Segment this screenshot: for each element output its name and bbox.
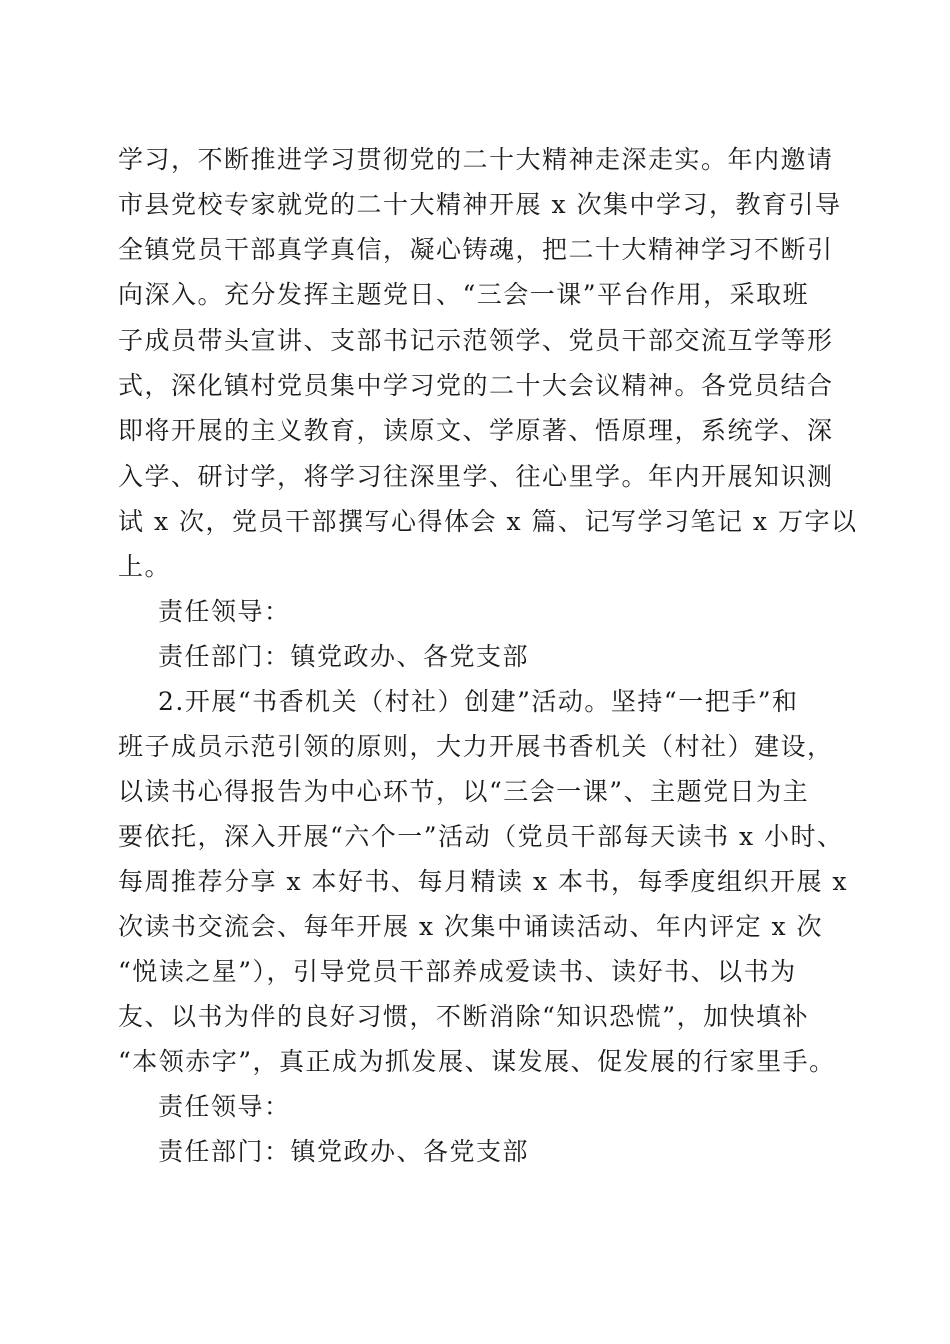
responsible-dept-1: 责任部门：镇党政办、各党支部	[158, 642, 530, 671]
paragraph-1-line: 即将开展的主义教育，读原文、学原著、悟原理，系统学、深	[118, 416, 834, 445]
paragraph-1-line: 全镇党员干部真学真信，凝心铸魂，把二十大精神学习不断引	[118, 235, 834, 264]
responsible-dept-2: 责任部门：镇党政办、各党支部	[158, 1137, 530, 1166]
paragraph-2-line: 班子成员示范引领的原则，大力开展书香机关（村社）建设，	[118, 732, 834, 761]
paragraph-2-line: 次读书交流会、每年开展 x 次集中诵读活动、年内评定 x 次	[118, 912, 823, 941]
paragraph-1-line: 式，深化镇村党员集中学习党的二十大会议精神。各党员结合	[118, 371, 834, 400]
paragraph-1-line: 上。	[118, 552, 172, 581]
paragraph-2-line: “本领赤字”，真正成为抓发展、谋发展、促发展的行家里手。	[118, 1047, 836, 1076]
paragraph-2-line: 以读书心得报告为中心环节，以“三会一课”、主题党日为主	[118, 777, 810, 806]
paragraph-2-line: 每周推荐分享 x 本好书、每月精读 x 本书，每季度组织开展 x	[118, 867, 849, 896]
paragraph-2-line: 要依托，深入开展“六个一”活动（党员干部每天读书 x 小时、	[118, 822, 844, 851]
paragraph-1-line: 试 x 次，党员干部撰写心得体会 x 篇、记写学习笔记 x 万字以	[118, 507, 858, 536]
responsible-leader-2: 责任领导：	[158, 1092, 291, 1121]
paragraph-2-heading-line: 2.开展“书香机关（村社）创建”活动。坚持“一把手”和	[158, 687, 799, 716]
paragraph-2-line: 友、以书为伴的良好习惯，不断消除“知识恐慌”，加快填补	[118, 1002, 810, 1031]
paragraph-1-line: 子成员带头宣讲、支部书记示范领学、党员干部交流互学等形	[118, 326, 834, 355]
responsible-leader-1: 责任领导：	[158, 597, 291, 626]
paragraph-1-line: 市县党校专家就党的二十大精神开展 x 次集中学习，教育引导	[118, 190, 842, 219]
paragraph-1-line: 入学、研讨学，将学习往深里学、往心里学。年内开展知识测	[118, 462, 834, 491]
paragraph-2-line: “悦读之星”），引导党员干部养成爱读书、读好书、以书为	[118, 957, 797, 986]
paragraph-1-line: 向深入。充分发挥主题党日、“三会一课”平台作用，采取班	[118, 280, 810, 309]
paragraph-1-line: 学习，不断推进学习贯彻党的二十大精神走深走实。年内邀请	[118, 145, 834, 174]
